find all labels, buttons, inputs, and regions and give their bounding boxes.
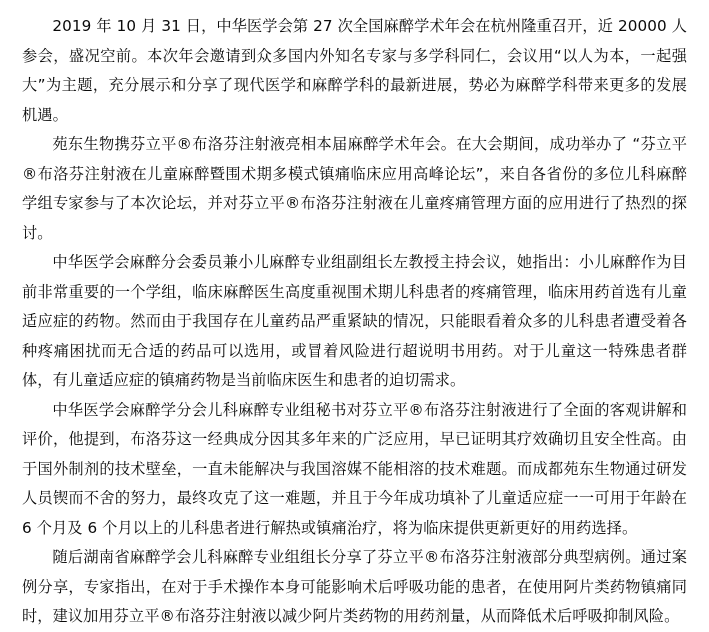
paragraph: 随后湖南省麻醉学会儿科麻醉专业组组长分享了芬立平®布洛芬注射液部分典型病例。通过案例分享，专家指出，在对于手术操作本身可能影响术后呼吸功能的患者，在使用阿片类药物镇痛同时，建议加用芬立平®布洛芬注射液以减少阿片类药物的用药剂量，从而降低术后呼吸抑制风险。	[22, 548, 687, 625]
paragraph: 苑东生物携芬立平®布洛芬注射液亮相本届麻醉学术年会。在大会期间，成功举办了 “芬立平®布洛芬注射液在儿童麻醉暨围术期多模式镇痛临床应用高峰论坛”，来自各省份的多位儿科麻醉学组专家参与了本次论坛，并对芬立平®布洛芬注射液在儿童疼痛管理方面的应用进行了热烈的探讨。	[22, 135, 687, 242]
paragraph: 2019 年 10 月 31 日，中华医学会第 27 次全国麻醉学术年会在杭州隆重召开，近 20000 人参会，盛况空前。本次年会邀请到众多国内外知名专家与多学科同仁，会议用“以人为本，一起强大”为主题，充分展示和分享了现代医学和麻醉学科的最新进展，势必为麻醉学科带来更多的发展机遇。	[22, 17, 687, 124]
paragraph: 中华医学会麻醉分会委员兼小儿麻醉专业组副组长左教授主持会议，她指出：小儿麻醉作为目前非常重要的一个学组，临床麻醉医生高度重视围术期儿科患者的疼痛管理，临床用药首选有儿童适应症的药物。然而由于我国存在儿童药品严重紧缺的情况，只能眼看着众多的儿科患者遭受着各种疼痛困扰而无合适的药品可以选用，或冒着风险进行超说明书用药。对于儿童这一特殊患者群体，有儿童适应症的镇痛药物是当前临床医生和患者的迫切需求。	[22, 253, 687, 389]
paragraph: 中华医学会麻醉学分会儿科麻醉专业组秘书对芬立平®布洛芬注射液进行了全面的客观讲解和评价，他提到，布洛芬这一经典成分因其多年来的广泛应用，早已证明其疗效确切且安全性高。由于国外制剂的技术壁垒，一直未能解决与我国溶媒不能相溶的技术难题。而成都苑东生物通过研发人员锲而不舍的努力，最终攻克了这一难题，并且于今年成功填补了儿童适应症一一可用于年龄在 6 个月及 6 个月以上的儿科患者进行解热或镇痛治疗，将为临床提供更新更好的用药选择。	[22, 400, 687, 537]
